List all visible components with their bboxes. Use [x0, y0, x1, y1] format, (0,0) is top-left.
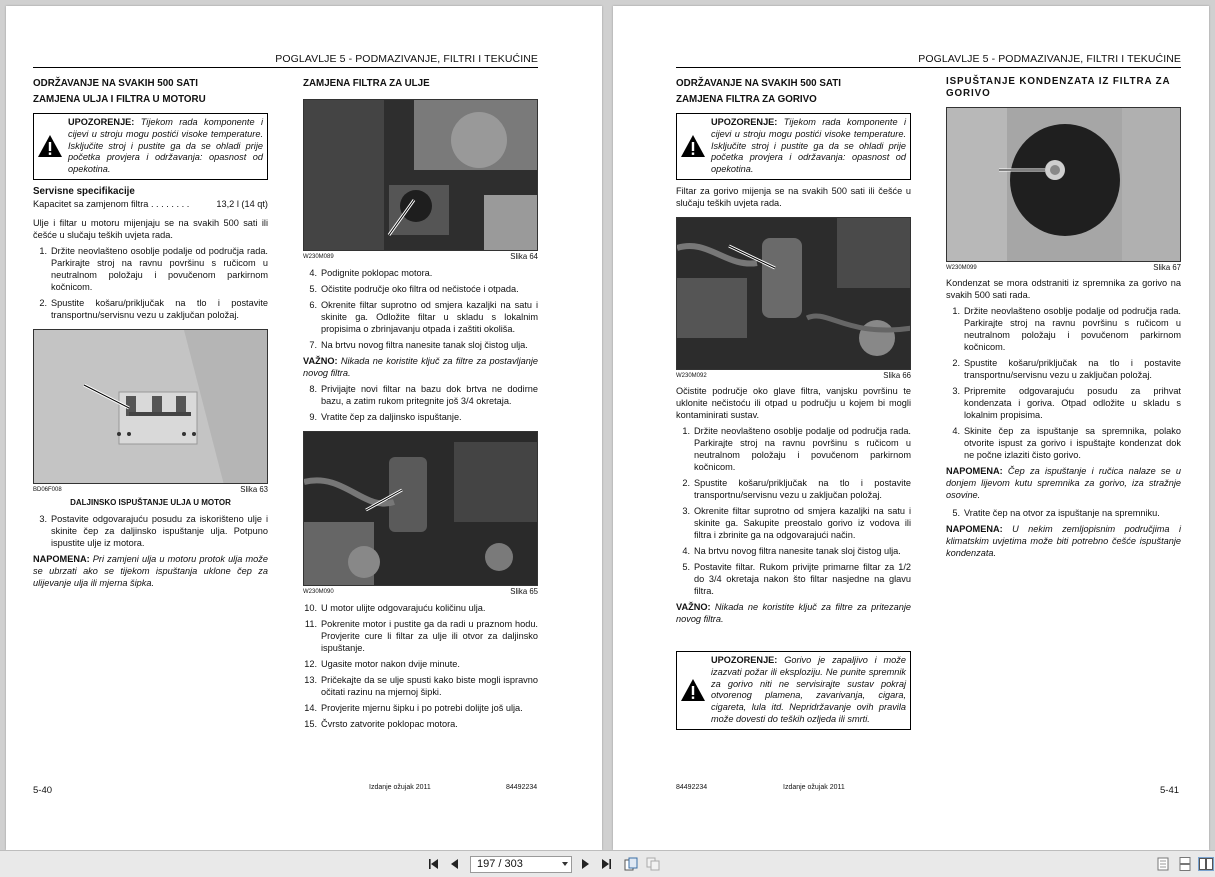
figure-title: DALJINSKO ISPUŠTANJE ULJA U MOTOR [70, 497, 231, 507]
steps-list [33, 245, 268, 321]
page-header: POGLAVLJE 5 - PODMAZIVANJE, FILTRI I TEKUĆINE [676, 53, 1181, 68]
next-page-icon[interactable] [578, 857, 592, 871]
single-page-icon[interactable] [1156, 857, 1170, 871]
list-item: 1. Držite neovlašteno osoblje podalje od područja rada. Parkirajte stroj na ravnu površinu s ručicom u neutralnom položaju i povučenom parkirnom kočnicom. [952, 306, 1181, 352]
spec-title: Servisne specifikacije [33, 185, 135, 197]
list-item: 11. Pokrenite motor i pustite ga da radi u praznom hodu. Provjerite cure li filtar za ulje ili otvor za daljinsko ispuštanje. [304, 619, 538, 653]
left-column-1 [33, 76, 268, 589]
spec-label: Kapacitet sa zamjenom filtra . . . . . . . . [33, 198, 190, 209]
figure-66-image [676, 217, 911, 370]
document-number: 84492234 [506, 784, 538, 791]
edition-label: Izdanje ožujak 2011 [783, 784, 845, 791]
warning-text: Gorivo je zapaljivo i može izazvati požar ili eksploziju. Ne punite spremnik za gorivo niti ne servisirajte sustav pokraj otvorenog plamena, zavarivanja, cigara, cigareta, lula itd. Nepridržavanje ovih pravila može dovesti do teških ozljeda ili smrti. [711, 654, 906, 724]
important-note: VAŽNO: Nikada ne koristite ključ za filtre za pritezanje novog filtra. [676, 601, 911, 624]
steps-list [946, 507, 1181, 519]
intro-paragraph: Filtar za gorivo mijenja se na svakih 500 sati ili češće u slučaju teških uvjeta rada. [676, 185, 911, 208]
figure-caption: W230M090 Slika 65 [303, 587, 538, 596]
note: NAPOMENA: Pri zamjeni ulja u motoru protok ulja može se ubrzati ako se tijekom ispuštanja uklone čep za ulijevanje ulja ili mjerna šipka. [33, 553, 268, 588]
list-item: 10. U motor ulijte odgovarajuću količinu ulja. [304, 603, 486, 613]
spec-value: 13,2 l (14 qt) [216, 198, 268, 209]
warning-box [33, 113, 268, 180]
figure-67-image [946, 107, 1181, 262]
list-item: 15. Čvrsto zatvorite poklopac motora. [304, 719, 458, 729]
warning-icon [680, 678, 706, 702]
two-page-icon[interactable] [1198, 857, 1214, 871]
intro-paragraph: Kondenzat se mora odstraniti iz spremnika za gorivo na svakih 500 sati rada. [946, 278, 1181, 300]
page-indicator: 197 / 303 [477, 858, 523, 870]
steps-list [33, 513, 268, 549]
steps-list [303, 602, 538, 730]
list-item: 5. Postavite filtar. Rukom privijte primarne filtar za 1/2 do 3/4 okretaja nakon što filtar nasjedne na glavu filtra. [682, 561, 911, 596]
list-item: 14. Provjerite mjernu šipku i po potrebi dolijte još ulja. [304, 703, 523, 713]
list-item: 3. Postavite odgovarajuću posudu za iskorišteno ulje i skinite čep za daljinsko ispuštanje ulja. Potpuno ispustite ulje iz motora. [39, 513, 268, 548]
page-number: 5-40 [33, 785, 53, 796]
section-title: ODRŽAVANJE NA SVAKIH 500 SATI [33, 78, 198, 89]
page-selector[interactable] [470, 856, 572, 873]
section-title: ISPUŠTANJE KONDENZATA IZ FILTRA ZA GORIVO [946, 76, 1171, 99]
warning-label: UPOZORENJE: [711, 117, 778, 127]
paragraph: Očistite područje oko glave filtra, vanjsku površinu te uklonite nečistoću ili otpad u području u kojem bi mogli kontaminirati sustav. [676, 385, 911, 420]
list-item: 1. Držite neovlašteno osoblje podalje od područja rada. Parkirajte stroj na ravnu površinu s ručicom u neutralnom položaju i povučenom parkirnom kočnicom. [682, 425, 911, 472]
chevron-down-icon [562, 862, 568, 866]
continuous-icon[interactable] [1178, 857, 1192, 871]
figure-64-image [303, 99, 538, 251]
section-subtitle: ZAMJENA ULJA I FILTRA U MOTORU [33, 94, 206, 105]
steps-list [303, 267, 538, 351]
right-page [613, 6, 1209, 850]
list-item: 9. Vratite čep za daljinsko ispuštanje. [309, 412, 462, 422]
list-item: 8. Privijajte novi filtar na bazu dok brtva ne dodirne bazu, a zatim rukom pritegnite još 3/4 okretaja. [309, 384, 538, 406]
intro-paragraph: Ulje i filtar u motoru mijenjaju se na svakih 500 sati ili češće u slučaju teških uvjeta rada. [33, 217, 268, 240]
warning-label: UPOZORENJE: [68, 117, 135, 127]
left-column-2 [303, 76, 538, 734]
list-item: 12. Ugasite motor nakon dvije minute. [304, 659, 460, 669]
list-item: 1. Držite neovlašteno osoblje podalje od područja rada. Parkirajte stroj na ravnu površinu s ručicom u neutralnom položaju i povučenom parkirnom kočnicom. [39, 245, 268, 292]
first-page-icon[interactable] [427, 857, 441, 871]
warning-label: UPOZORENJE: [711, 654, 778, 665]
page-number: 5-41 [1160, 785, 1180, 796]
steps-list [676, 425, 911, 597]
fuel-warning-box [676, 651, 911, 730]
section-title: ZAMJENA FILTRA ZA ULJE [303, 78, 430, 89]
list-item: 2. Spustite košaru/priključak na tlo i postavite transportnu/servisnu vezu u zaključan položaj. [682, 477, 911, 500]
section-title: ODRŽAVANJE NA SVAKIH 500 SATI [676, 78, 841, 89]
last-page-icon[interactable] [599, 857, 613, 871]
warning-icon [680, 134, 706, 158]
steps-list [946, 305, 1181, 461]
important-note: VAŽNO: Nikada ne koristite ključ za filtre za postavljanje novog filtra. [303, 356, 538, 378]
list-item: 6. Okrenite filtar suprotno od smjera kazaljki na satu i skinite ga. Odložite filtar u skladu s lokalnim propisima o zbrinjavanju otpada i zaštiti okoliša. [309, 300, 538, 334]
right-column-1 [676, 76, 911, 735]
warning-text: Tijekom rada komponente i cijevi u stroju mogu postići visoke temperature. Isključite stroj i pustite ga da se ohladi prije početka provjera i održavanja: opasnost od opekotina. [68, 117, 263, 175]
list-item: 7. Na brtvu novog filtra nanesite tanak sloj čistog ulja. [309, 340, 528, 350]
list-item: 5. Vratite čep na otvor za ispuštanje na spremniku. [952, 508, 1160, 518]
list-item: 13. Pričekajte da se ulje spusti kako biste mogli ispravno očitati razinu na mjernoj šipki. [304, 675, 538, 697]
warning-text: Tijekom rada komponente i cijevi u stroju mogu postići visoke temperature. Isključite stroj i pustite ga da se ohladi prije početka provjera i održavanja: opasnost od opekotina. [711, 117, 906, 175]
figure-caption: W230M092 Slika 66 [676, 370, 911, 380]
section-subtitle: ZAMJENA FILTRA ZA GORIVO [676, 94, 817, 105]
list-item: 2. Spustite košaru/priključak na tlo i postavite transportnu/servisnu vezu u zaključan položaj. [952, 358, 1181, 380]
figure-caption: W230M099 Slika 67 [946, 263, 1181, 272]
rotate-icon[interactable] [624, 857, 638, 871]
edition-label: Izdanje ožujak 2011 [369, 784, 431, 791]
list-item: 4. Podignite poklopac motora. [309, 268, 433, 278]
list-item: 3. Okrenite filtar suprotno od smjera kazaljki na satu i skinite ga. Sakupite preostalo gorivo iz vodova ili filtra i zbrinite ga na odgovarajući način. [682, 505, 911, 540]
list-item: 3. Pripremite odgovarajuću posudu za prihvat kondenzata i goriva. Otpad odložite u skladu s lokalnim propisima. [952, 386, 1181, 420]
list-item: 5. Očistite područje oko filtra od nečistoće i otpada. [309, 284, 519, 294]
left-page [6, 6, 602, 850]
note: NAPOMENA: Čep za ispuštanje i ručica nalaze se u donjem lijevom kutu spremnika za gorivo, iza stražnje osovine. [946, 466, 1181, 500]
list-item: 2. Spustite košaru/priključak na tlo i postavite transportnu/servisnu vezu u zaključan položaj. [39, 297, 268, 320]
figure-caption: W230M089 Slika 64 [303, 252, 538, 261]
page-header: POGLAVLJE 5 - PODMAZIVANJE, FILTRI I TEKUĆINE [33, 53, 538, 68]
figure-caption: BD06F008 Slika 63 [33, 484, 268, 494]
spec-row [33, 198, 268, 210]
steps-list [303, 383, 538, 423]
figure-65-image [303, 431, 538, 586]
note: NAPOMENA: U nekim zemljopisnim područjima i klimatskim uvjetima može biti potrebno češće ispuštanje kondenzata. [946, 524, 1181, 558]
list-item: 4. Skinite čep za ispuštanje sa spremnika, polako otvorite ispust za gorivo i ispuštajte kondenzat dok ne počne izlaziti čisto gorivo. [952, 426, 1181, 460]
right-column-2 [946, 76, 1181, 559]
document-number: 84492234 [676, 784, 708, 791]
warning-box [676, 113, 911, 180]
warning-icon [37, 134, 63, 158]
viewer-toolbar [0, 850, 1215, 877]
list-item: 4. Na brtvu novog filtra nanesite tanak sloj čistog ulja. [682, 545, 901, 556]
figure-63-image [33, 329, 268, 484]
copy-icon[interactable] [646, 857, 660, 871]
prev-page-icon[interactable] [448, 857, 462, 871]
